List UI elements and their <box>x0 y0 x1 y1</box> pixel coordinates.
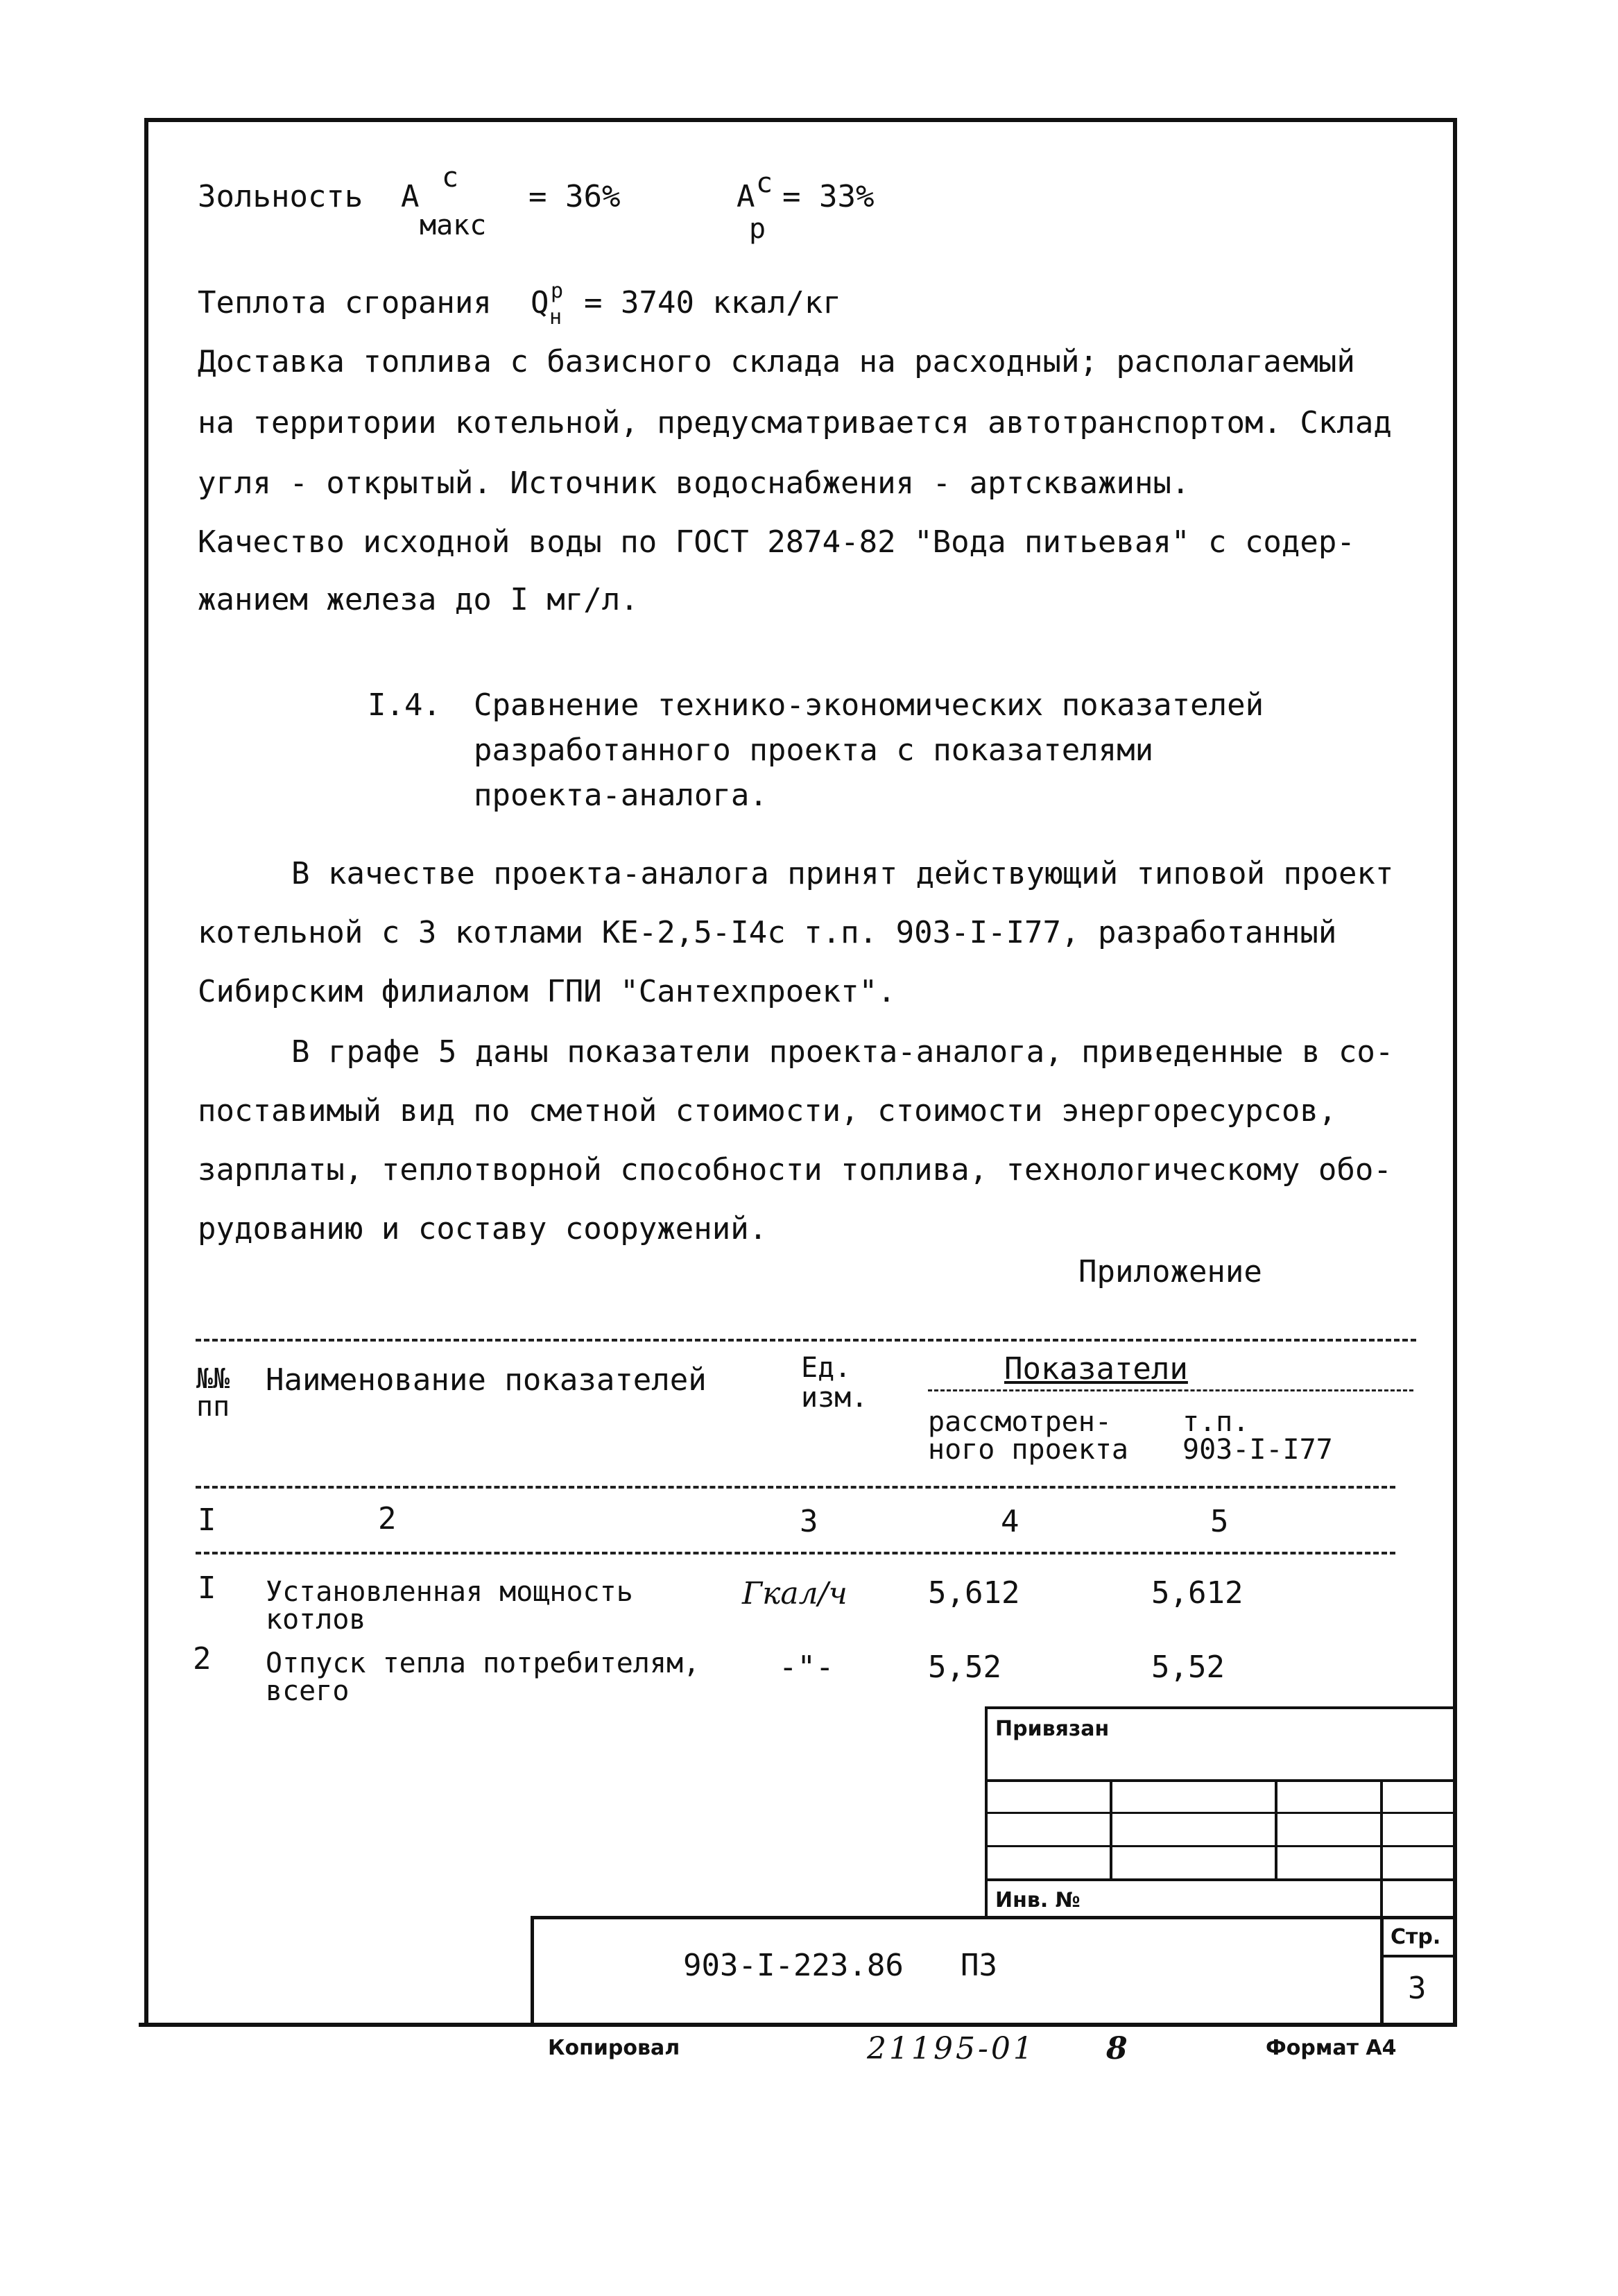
row-value-project: 5,52 <box>928 1650 1001 1685</box>
paragraph2-line: Сибирским филиалом ГПИ "Сантехпроект". <box>198 974 896 1009</box>
row-name: котлов <box>266 1604 366 1636</box>
section-title-line: проекта-аналога. <box>474 778 768 813</box>
frame-right <box>1453 122 1457 2027</box>
column-number: 3 <box>800 1504 818 1539</box>
paragraph1-line: Качество исходной воды по ГОСТ 2874-82 "Вода питьевая" с содер- <box>198 524 1355 560</box>
paragraph1-line: угля - открытый. Источник водоснабжения - артскважины. <box>198 465 1190 501</box>
header-name: Наименование показателей <box>266 1362 707 1398</box>
heat-label: Теплота сгорания <box>198 285 492 320</box>
header-unit: изм. <box>801 1382 868 1414</box>
stamp-grid-v <box>1275 1779 1277 1880</box>
header-col4: ного проекта <box>928 1434 1128 1466</box>
column-number: 2 <box>378 1501 397 1536</box>
stamp-grid-h <box>985 1779 1455 1782</box>
footer-sheet-number: 8 <box>1106 2031 1128 2066</box>
ash-a2-value: = 33% <box>782 179 875 214</box>
ash-a2-sup: c <box>756 167 773 199</box>
frame-left <box>144 118 148 2025</box>
ash-a1-value: = 36% <box>528 179 621 214</box>
header-num: пп <box>196 1391 230 1423</box>
stamp-grid-h <box>985 1812 1455 1814</box>
paragraph1-line: жанием железа до I мг/л. <box>198 582 639 617</box>
footer-order-number: 21195-01 <box>867 2031 1035 2066</box>
header-indicators-rule <box>928 1389 1413 1391</box>
column-number: 5 <box>1210 1504 1229 1539</box>
stamp-grid-h <box>985 1845 1455 1847</box>
row-name: Отпуск тепла потребителям, <box>266 1647 700 1679</box>
ash-a2-sub: p <box>749 213 766 245</box>
ash-a1-symbol: A <box>401 179 420 214</box>
appendix-label: Приложение <box>1078 1254 1262 1290</box>
heat-symbol: Q <box>531 285 549 320</box>
row-name: Установленная мощность <box>266 1576 633 1608</box>
stamp-lower-top <box>531 1916 1455 1919</box>
stamp-lower-left <box>531 1916 534 2025</box>
ash-a1-sub: макс <box>420 209 487 241</box>
footer-format-label: Формат А4 <box>1266 2036 1397 2060</box>
row-value-analog: 5,612 <box>1151 1575 1243 1611</box>
paragraph3-line: В графе 5 даны показатели проекта-аналога, приведенные в со- <box>291 1034 1394 1070</box>
stamp-upper-top <box>985 1706 1455 1709</box>
paragraph3-line: поставимый вид по сметной стоимости, стоимости энергоресурсов, <box>198 1093 1337 1129</box>
paragraph2-line: В качестве проекта-аналога принят действующий типовой проект <box>291 856 1394 891</box>
heat-value: = 3740 ккал/кг <box>584 285 841 320</box>
row-unit: -"- <box>779 1650 834 1685</box>
column-number: 4 <box>1001 1504 1019 1539</box>
header-col4: рассмотрен- <box>928 1406 1112 1438</box>
paragraph1-line: Доставка топлива с базисного склада на расходный; располагаемый <box>198 344 1355 379</box>
stamp-inv-label: Инв. № <box>995 1888 1081 1912</box>
section-title-line: разработанного проекта с показателями <box>474 733 1154 768</box>
row-name: всего <box>266 1675 350 1707</box>
stamp-doc-type: ПЗ <box>961 1948 997 1983</box>
ash-a2-symbol: A <box>737 179 755 214</box>
paragraph1-line: на территории котельной, предусматривается автотранспортом. Склад <box>198 405 1392 440</box>
header-unit: Ед. <box>801 1352 852 1384</box>
row-num: I <box>198 1570 216 1606</box>
ash-a1-sup: c <box>442 162 459 194</box>
frame-top <box>144 118 1457 122</box>
stamp-grid-v <box>1110 1779 1112 1880</box>
row-unit: Гкал/ч <box>742 1576 847 1611</box>
header-bottom-rule <box>196 1486 1395 1489</box>
stamp-doc-code: 903-I-223.86 <box>683 1948 904 1983</box>
header-indicators: Показатели <box>1004 1351 1188 1387</box>
section-number: I.4. <box>368 687 441 723</box>
column-number: I <box>198 1502 216 1538</box>
footer-copied-label: Копировал <box>548 2036 680 2060</box>
stamp-page-divider-h <box>1380 1955 1455 1957</box>
stamp-grid-h <box>985 1878 1455 1881</box>
row-value-analog: 5,52 <box>1151 1650 1225 1685</box>
row-value-project: 5,612 <box>928 1575 1020 1611</box>
paragraph3-line: зарплаты, теплотворной способности топлива, технологическому обо- <box>198 1152 1392 1188</box>
frame-bottom <box>139 2023 1457 2027</box>
heat-sup: p <box>551 279 564 303</box>
ash-label: Зольность <box>198 179 363 214</box>
stamp-page-number: 3 <box>1408 1971 1427 2006</box>
header-num: №№ <box>196 1363 230 1395</box>
stamp-grid-v <box>1380 1779 1383 1918</box>
header-col5: 903-I-I77 <box>1182 1434 1333 1466</box>
paragraph2-line: котельной с 3 котлами КЕ-2,5-I4с т.п. 903-I-I77, разработанный <box>198 915 1337 950</box>
header-col5: т.п. <box>1182 1406 1250 1438</box>
row-num: 2 <box>193 1641 212 1677</box>
paragraph3-line: рудованию и составу сооружений. <box>198 1211 768 1246</box>
stamp-page-divider-v <box>1380 1916 1384 2025</box>
section-title-line: Сравнение технико-экономических показателей <box>474 687 1264 723</box>
heat-sub: н <box>549 305 562 329</box>
column-numbers-rule <box>196 1552 1395 1554</box>
table-top-rule <box>196 1339 1416 1342</box>
stamp-page-label: Стр. <box>1391 1925 1441 1949</box>
stamp-bound-label: Привязан <box>995 1717 1110 1741</box>
